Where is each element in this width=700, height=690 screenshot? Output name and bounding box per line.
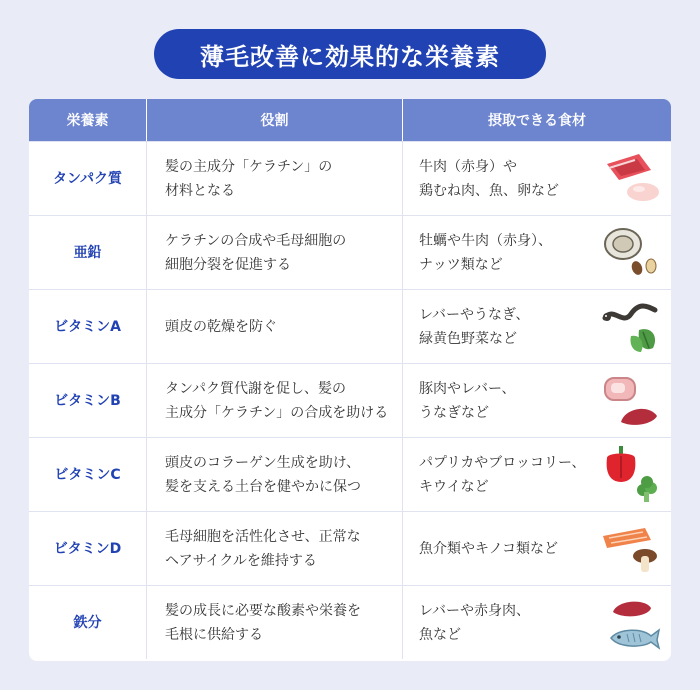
column-header-food: 摂取できる食材	[488, 113, 586, 129]
food-text: パプリカやブロッコリー、 キウイなど	[419, 454, 586, 495]
nutrient-name: ビタミンB	[29, 364, 147, 437]
liver-fish-icon	[599, 592, 663, 654]
salmon-mushroom-icon	[599, 518, 663, 580]
nutrient-name: 鉄分	[29, 586, 147, 659]
nutrient-name: ビタミンD	[29, 512, 147, 585]
eel-spinach-icon	[599, 296, 663, 358]
nutrient-name: 亜鉛	[29, 216, 147, 289]
column-header-nutrient: 栄養素	[29, 99, 147, 141]
nutrient-name: タンパク質	[29, 142, 147, 215]
nutrient-role: 髪の主成分「ケラチン」の 材料となる	[147, 142, 403, 215]
table-row	[29, 363, 671, 437]
food-cell	[403, 586, 671, 659]
food-cell	[403, 438, 671, 511]
table-row	[29, 511, 671, 585]
nutrient-role: 頭皮のコラーゲン生成を助け、 髪を支える土台を健やかに保つ	[147, 438, 403, 511]
nutrient-role: 毛母細胞を活性化させ、正常な ヘアサイクルを維持する	[147, 512, 403, 585]
food-cell	[403, 364, 671, 437]
food-cell	[403, 512, 671, 585]
table-row	[29, 215, 671, 289]
nutrient-name: ビタミンC	[29, 438, 147, 511]
table-row	[29, 141, 671, 215]
nutrient-table	[29, 99, 671, 661]
nutrient-role: 頭皮の乾燥を防ぐ	[147, 290, 403, 363]
food-text: 魚介類やキノコ類など	[419, 540, 559, 557]
oyster-nuts-icon	[599, 222, 663, 284]
food-text: 牛肉（赤身）や 鶏むね肉、魚、卵など	[419, 158, 559, 199]
nutrient-role: タンパク質代謝を促し、髪の 主成分「ケラチン」の合成を助ける	[147, 364, 403, 437]
table-header	[29, 99, 671, 141]
food-text: 牡蠣や牛肉（赤身）、 ナッツ類など	[419, 232, 552, 273]
page-title: 薄毛改善に効果的な栄養素	[154, 29, 546, 79]
food-cell	[403, 216, 671, 289]
table-row	[29, 289, 671, 363]
table-row	[29, 585, 671, 659]
food-text: 豚肉やレバー、 うなぎなど	[419, 380, 516, 421]
nutrient-role: 髪の成長に必要な酸素や栄養を 毛根に供給する	[147, 586, 403, 659]
nutrient-name: ビタミンA	[29, 290, 147, 363]
column-header-role: 役割	[147, 99, 403, 141]
food-cell	[403, 142, 671, 215]
nutrient-role: ケラチンの合成や毛母細胞の 細胞分裂を促進する	[147, 216, 403, 289]
paprika-broccoli-icon	[599, 444, 663, 506]
table-row	[29, 437, 671, 511]
pork-liver-icon	[599, 370, 663, 432]
meat-egg-icon	[599, 148, 663, 210]
food-text: レバーやうなぎ、 緑黄色野菜など	[419, 306, 530, 347]
food-cell	[403, 290, 671, 363]
food-text: レバーや赤身肉、 魚など	[419, 602, 531, 643]
